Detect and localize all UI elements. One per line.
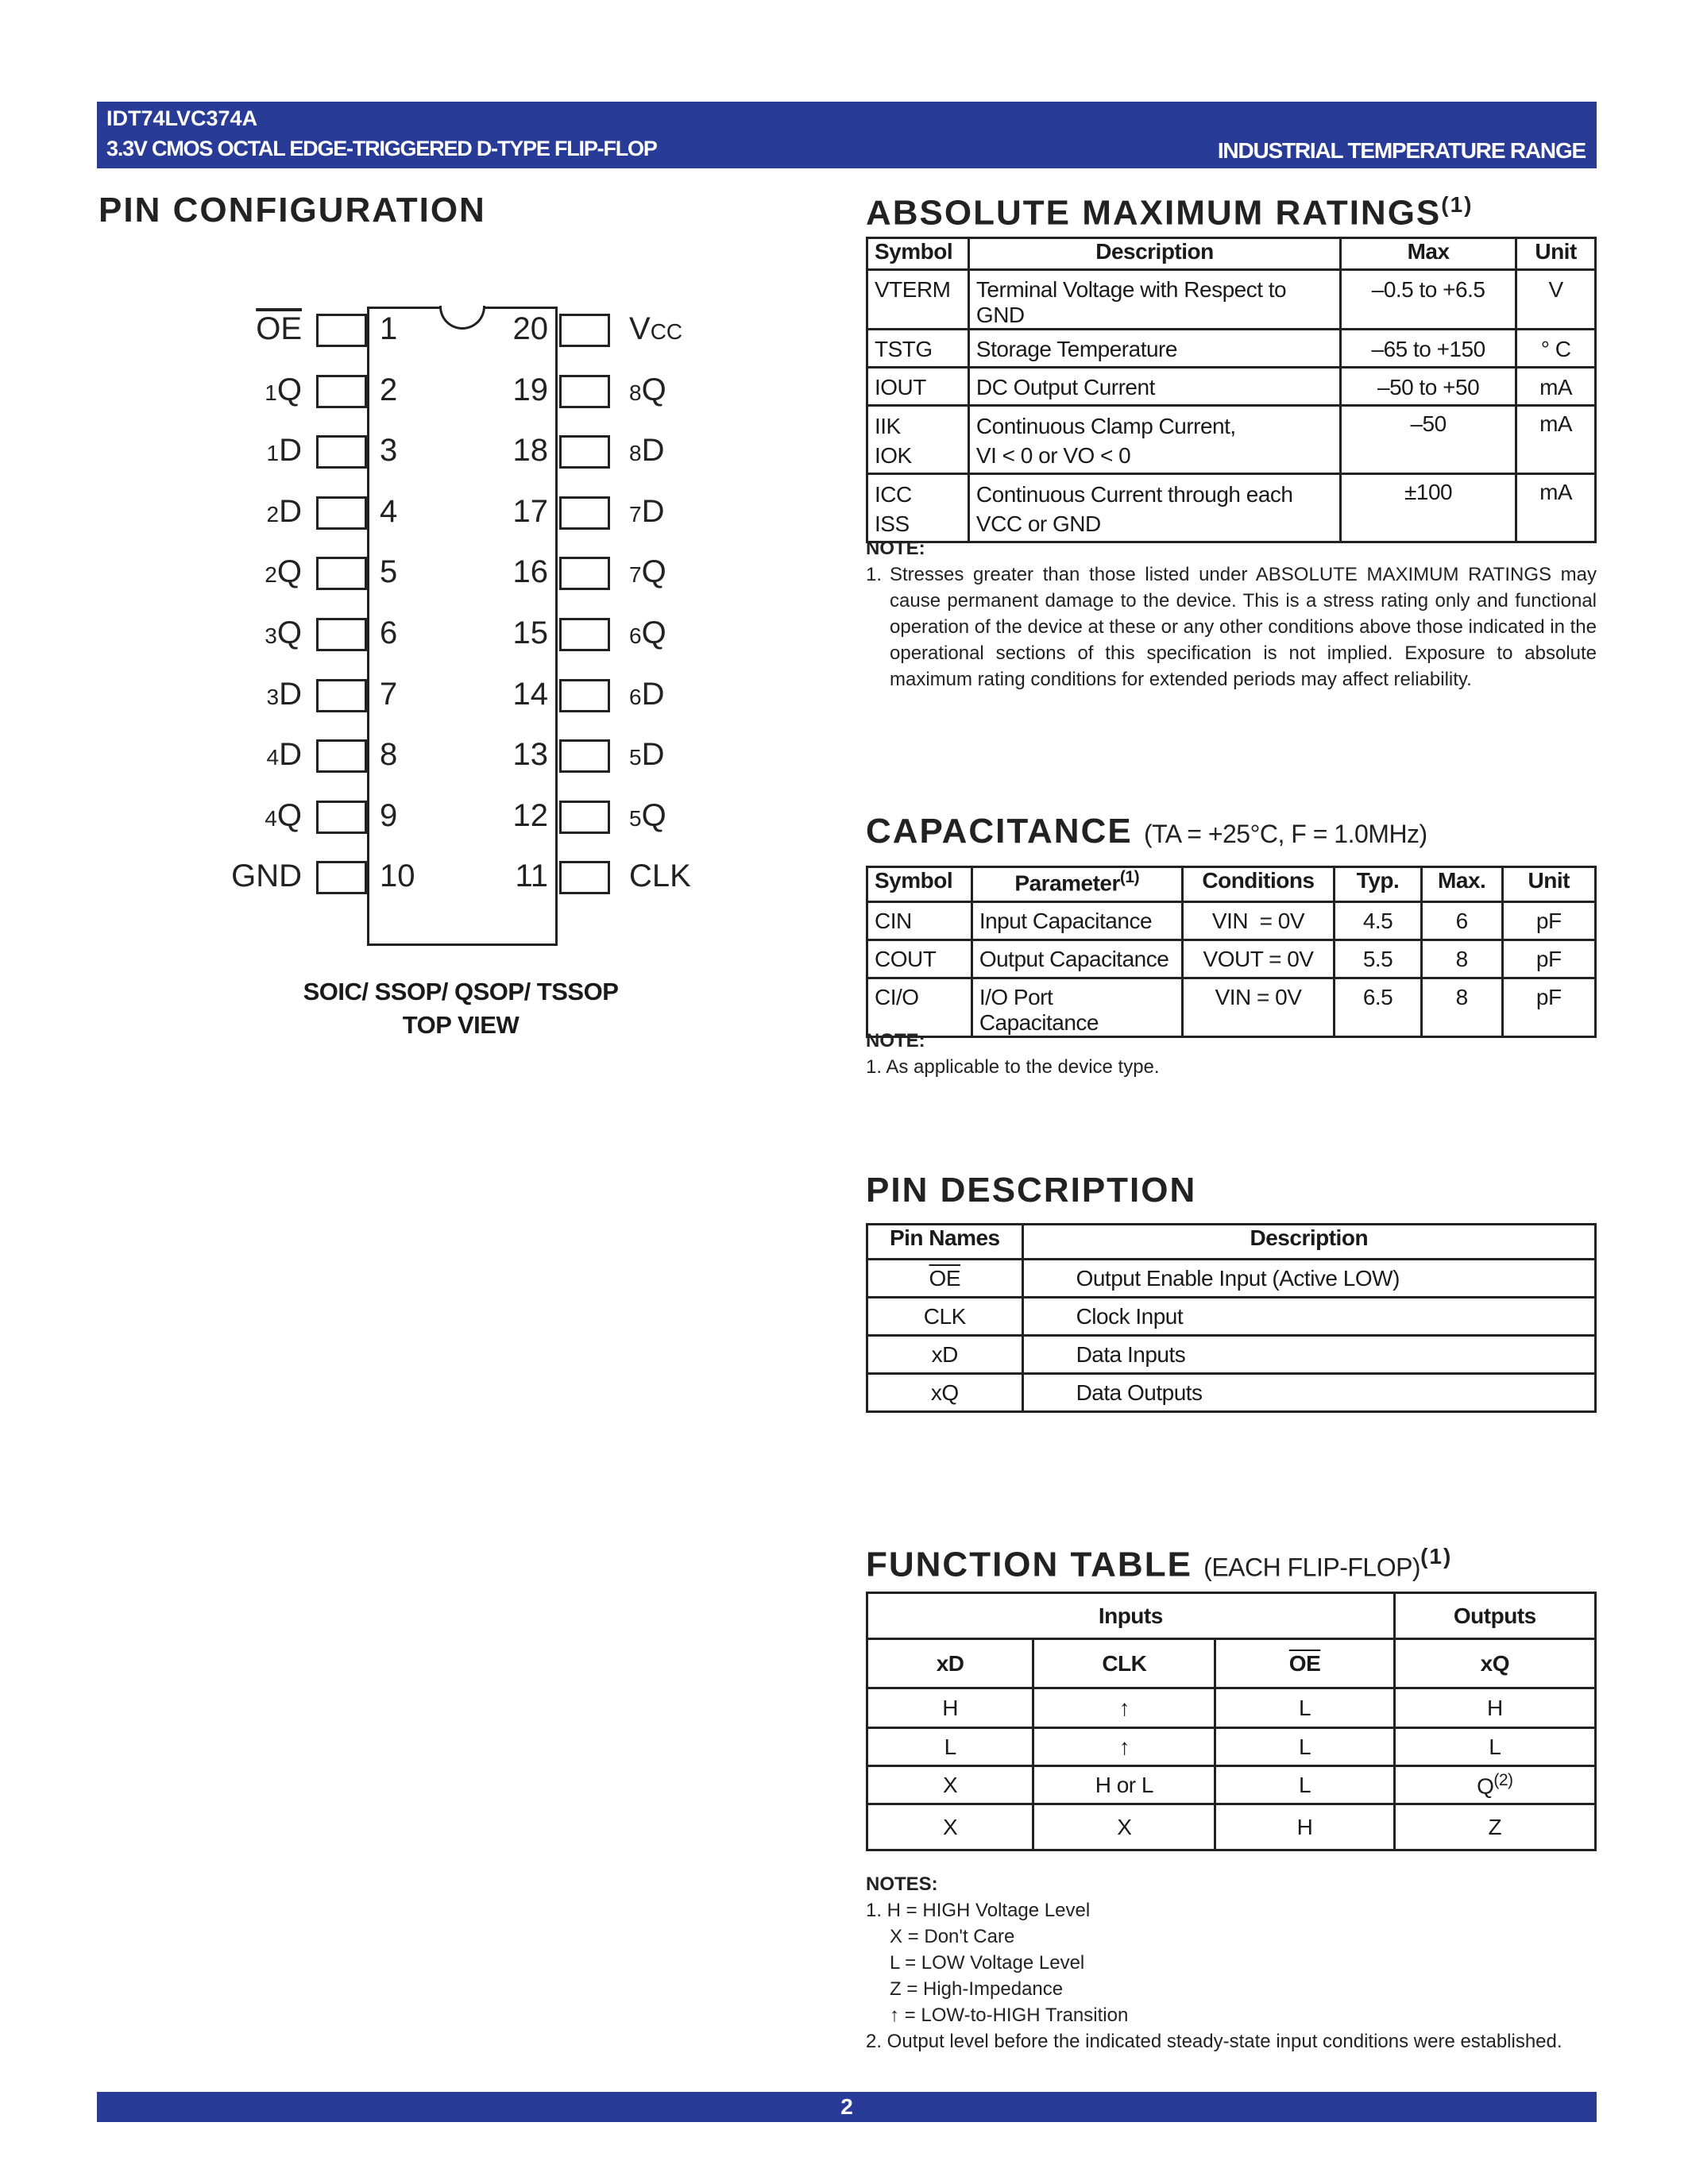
conditions-cell: VIN = 0V [1182, 978, 1335, 1037]
function-table-sub: (EACH FLIP-FLOP) [1203, 1553, 1421, 1582]
function-table-sup: (1) [1420, 1544, 1453, 1569]
description-cell: Terminal Voltage with Respect to GND [968, 270, 1340, 330]
max-cell: –0.5 to +6.5 [1341, 270, 1516, 330]
pin-number: 19 [512, 372, 548, 407]
note-line: ↑ = LOW-to-HIGH Transition [890, 2005, 1129, 2026]
pin-number: 9 [380, 797, 398, 833]
oe-cell: L [1215, 1728, 1394, 1766]
table-row [867, 1766, 1596, 1804]
pin-label: 7Q [629, 554, 666, 590]
table-row [867, 1260, 1596, 1298]
table-row [867, 1688, 1596, 1728]
pin-label: 5D [629, 737, 665, 773]
pin-number: 6 [380, 615, 398, 650]
pin-label: $\overline{OE}$ [256, 311, 302, 346]
pin-number: 14 [512, 676, 548, 712]
function-table-notes [866, 1871, 1597, 2055]
max-cell: ±100 [1341, 474, 1516, 542]
symbol-cell: CIN [867, 902, 972, 940]
pin-number: 15 [512, 615, 548, 650]
unit-cell: ° C [1516, 330, 1596, 368]
unit-cell: mA [1516, 474, 1596, 542]
clk-cell: ↑ [1033, 1728, 1215, 1766]
symbol-cell: COUT [867, 940, 972, 978]
pin-label: VCC [629, 311, 683, 346]
clk-cell: ↑ [1033, 1688, 1215, 1728]
pin-label: 6Q [629, 615, 666, 650]
note-label [866, 1028, 1597, 1054]
xq-value: Q [1477, 1773, 1494, 1799]
pin-name-cell: xD [867, 1336, 1023, 1374]
description-cell: Data Outputs [1022, 1374, 1595, 1412]
capacitance-title: CAPACITANCE [866, 812, 1133, 851]
note-text: Stresses greater than those listed under ABSOLUTE MAXIMUM RATINGS may cause permanent damage to the device. This is a stress rating only and functional operation of the device at these or any other conditions above those indicated in the operational sections of this specification is not implied. Exposure to absolute maximum rating conditions for extended periods may affect reliability. [890, 564, 1597, 690]
pin-number: 5 [380, 554, 398, 590]
pin-lead [559, 861, 610, 894]
xd-cell: H [867, 1688, 1033, 1728]
pin-label: CLK [629, 859, 691, 894]
symbol-cell: TSTG [867, 330, 969, 368]
symbol-cell: VTERM [867, 270, 969, 330]
pin-lead [316, 618, 367, 651]
pin-lead [559, 496, 610, 530]
pin-number: 13 [512, 737, 548, 773]
description-cell: Output Enable Input (Active LOW) [1022, 1260, 1595, 1298]
pin-number: 17 [512, 493, 548, 529]
oe-cell: L [1215, 1766, 1394, 1804]
xd-cell: X [867, 1766, 1033, 1804]
pin-name-cell: CLK [867, 1298, 1023, 1336]
pin-lead [316, 375, 367, 408]
table-row [867, 940, 1596, 978]
function-table-title: FUNCTION TABLE [866, 1545, 1192, 1584]
pin-number: 4 [380, 493, 398, 529]
col-unit: Unit [1502, 867, 1595, 902]
unit-cell: mA [1516, 406, 1596, 474]
pin-lead [559, 314, 610, 347]
pin-lead [316, 496, 367, 530]
abs-max-title: ABSOLUTE MAXIMUM RATINGS [866, 193, 1442, 233]
xq-sup: (2) [1493, 1770, 1513, 1789]
note-text: 1. As applicable to the device type. [866, 1056, 1160, 1078]
description-cell: Clock Input [1022, 1298, 1595, 1336]
max-cell: 8 [1421, 978, 1502, 1037]
col-unit: Unit [1516, 238, 1596, 270]
note-line: 2. Output level before the indicated steady-state input conditions were established. [866, 2031, 1562, 2052]
description-line: Continuous Current through each [975, 482, 1293, 507]
group-inputs: Inputs [867, 1593, 1395, 1639]
table-row [867, 1298, 1596, 1336]
description-line: VI < 0 or VO < 0 [975, 443, 1131, 468]
max-cell: –50 to +50 [1341, 368, 1516, 406]
parameter-label: Parameter [1014, 870, 1120, 896]
pin-label: 4Q [265, 797, 302, 833]
pin-name-cell: xQ [867, 1374, 1023, 1412]
table-row [867, 368, 1596, 406]
col-conditions: Conditions [1182, 867, 1335, 902]
xq-cell [1394, 1766, 1595, 1804]
pin-number: 10 [380, 859, 415, 894]
package-caption [262, 975, 659, 1042]
typ-cell: 5.5 [1335, 940, 1422, 978]
col-xq: xQ [1394, 1639, 1595, 1688]
pin-lead [559, 435, 610, 469]
pin-label: 2Q [265, 554, 302, 590]
pin-lead [316, 801, 367, 834]
capacitance-table [866, 866, 1597, 1038]
pin-number: 2 [380, 372, 398, 407]
conditions-cell: VOUT = 0V [1182, 940, 1335, 978]
part-number: IDT74LVC374A [106, 106, 258, 130]
col-oe-label: $\overline{OE}$ [1288, 1650, 1321, 1676]
pin-label: 1Q [265, 372, 302, 407]
pin-label: 3D [266, 676, 302, 712]
typ-cell: 6.5 [1335, 978, 1422, 1037]
max-cell: –50 [1341, 406, 1516, 474]
pin-number: 7 [380, 676, 398, 712]
pin-lead [559, 739, 610, 773]
pin-number: 12 [512, 797, 548, 833]
function-table-heading [866, 1544, 1452, 1585]
max-cell: 8 [1421, 940, 1502, 978]
xq-cell: L [1394, 1728, 1595, 1766]
max-cell: –65 to +150 [1341, 330, 1516, 368]
xq-cell: Z [1394, 1804, 1595, 1850]
table-row [867, 1336, 1596, 1374]
pin-lead [316, 557, 367, 590]
col-xd: xD [867, 1639, 1033, 1688]
pin-description-heading: PIN DESCRIPTION [866, 1171, 1197, 1210]
parameter-sup: (1) [1119, 868, 1140, 886]
pin-lead [559, 375, 610, 408]
unit-cell: pF [1502, 978, 1595, 1037]
col-description: Description [1022, 1225, 1595, 1260]
symbol-line: ICC [875, 482, 912, 507]
pin-label: GND [231, 859, 302, 894]
pin-lead [316, 679, 367, 712]
table-row [867, 1728, 1596, 1766]
pin-label: 8D [629, 433, 665, 469]
note-line: Z = High-Impedance [890, 1978, 1064, 2000]
description-line: VCC or GND [975, 511, 1101, 536]
table-row [867, 330, 1596, 368]
abs-max-note [866, 535, 1597, 693]
capacitance-condition: (TA = +25°C, F = 1.0MHz) [1143, 820, 1427, 848]
pin-lead [559, 618, 610, 651]
note-number: 1. [866, 564, 883, 585]
description-cell: Data Inputs [1022, 1336, 1595, 1374]
pin-lead [316, 314, 367, 347]
unit-cell: mA [1516, 368, 1596, 406]
pin-number: 18 [512, 433, 548, 469]
symbol-line: ISS [875, 511, 910, 536]
conditions-cell: VIN = 0V [1182, 902, 1335, 940]
symbol-cell [867, 474, 969, 542]
unit-cell: V [1516, 270, 1596, 330]
page-number: 2 [840, 2094, 853, 2119]
capacitance-heading [866, 812, 1427, 851]
temperature-range: INDUSTRIAL TEMPERATURE RANGE [1217, 138, 1586, 163]
pin-description-table [866, 1223, 1597, 1413]
notes-label-text: NOTES: [866, 1873, 938, 1895]
symbol-line: IOK [875, 443, 912, 468]
pin-number: 8 [380, 737, 398, 773]
table-row [867, 474, 1596, 542]
xd-cell: L [867, 1728, 1033, 1766]
pin-label: 4D [266, 737, 302, 773]
pin-lead [559, 801, 610, 834]
note-line: 1. H = HIGH Voltage Level [866, 1900, 1091, 1921]
description-cell: DC Output Current [968, 368, 1340, 406]
pin-number: 11 [515, 859, 548, 894]
pin-label: 1D [266, 433, 302, 469]
symbol-line: IIK [875, 414, 901, 438]
description-line: Continuous Clamp Current, [975, 414, 1236, 438]
unit-cell: pF [1502, 902, 1595, 940]
table-row [867, 270, 1596, 330]
note-label [866, 535, 1597, 561]
abs-max-heading [866, 192, 1474, 233]
pin-name: $\overline{OE}$ [929, 1266, 961, 1291]
xd-cell: X [867, 1804, 1033, 1850]
pin-number: 16 [512, 554, 548, 590]
pin-label: 2D [266, 493, 302, 529]
col-typ: Typ. [1335, 867, 1422, 902]
capacitance-note [866, 1028, 1597, 1080]
table-row [867, 1374, 1596, 1412]
description-cell [968, 474, 1340, 542]
col-symbol: Symbol [867, 238, 969, 270]
document-title: 3.3V CMOS OCTAL EDGE-TRIGGERED D-TYPE FLIP-FLOP [106, 137, 657, 160]
pin-number: 3 [380, 433, 398, 469]
col-oe [1215, 1639, 1394, 1688]
clk-cell: H or L [1033, 1766, 1215, 1804]
parameter-cell: Input Capacitance [971, 902, 1182, 940]
col-pin-names: Pin Names [867, 1225, 1023, 1260]
symbol-cell [867, 406, 969, 474]
col-max: Max. [1421, 867, 1502, 902]
pin-config-heading: PIN CONFIGURATION [98, 191, 486, 230]
col-parameter [971, 867, 1182, 902]
description-cell [968, 406, 1340, 474]
symbol-cell: IOUT [867, 368, 969, 406]
xq-cell: H [1394, 1688, 1595, 1728]
max-cell: 6 [1421, 902, 1502, 940]
note-line: X = Don't Care [890, 1926, 1015, 1947]
pin-lead [559, 679, 610, 712]
col-max: Max [1341, 238, 1516, 270]
col-clk: CLK [1033, 1639, 1215, 1688]
clk-cell: X [1033, 1804, 1215, 1850]
package-view: TOP VIEW [402, 1011, 520, 1039]
oe-cell: L [1215, 1688, 1394, 1728]
oe-cell: H [1215, 1804, 1394, 1850]
pin-label: 8Q [629, 372, 666, 407]
note-item [866, 561, 1597, 693]
pin-number: 20 [512, 311, 548, 346]
pin-label: 5Q [629, 797, 666, 833]
pin-number: 1 [380, 311, 398, 346]
table-row [867, 1804, 1596, 1850]
pin-lead [316, 739, 367, 773]
package-types: SOIC/ SSOP/ QSOP/ TSSOP [303, 978, 619, 1005]
note-label-text: NOTE: [866, 1030, 925, 1051]
col-description: Description [968, 238, 1340, 270]
note-line: L = LOW Voltage Level [890, 1952, 1085, 1974]
notes-label [866, 1871, 1597, 1897]
table-row [867, 902, 1596, 940]
header-bar [97, 102, 1597, 168]
pin-lead [316, 435, 367, 469]
footer-bar [97, 2092, 1597, 2122]
pin-label: 7D [629, 493, 665, 529]
group-outputs: Outputs [1394, 1593, 1595, 1639]
description-cell: Storage Temperature [968, 330, 1340, 368]
unit-cell: pF [1502, 940, 1595, 978]
function-table [866, 1592, 1597, 1851]
pin-lead [559, 557, 610, 590]
abs-max-sup: (1) [1441, 192, 1474, 217]
abs-max-table [866, 237, 1597, 543]
parameter-cell: Output Capacitance [971, 940, 1182, 978]
pin-label: 3Q [265, 615, 302, 650]
pin-name-cell [867, 1260, 1023, 1298]
pin-label: 6D [629, 676, 665, 712]
parameter-cell: I/O Port Capacitance [971, 978, 1182, 1037]
typ-cell: 4.5 [1335, 902, 1422, 940]
note-label-text: NOTE: [866, 538, 925, 559]
pin-lead [316, 861, 367, 894]
col-symbol: Symbol [867, 867, 972, 902]
table-row [867, 406, 1596, 474]
symbol-cell: CI/O [867, 978, 972, 1037]
